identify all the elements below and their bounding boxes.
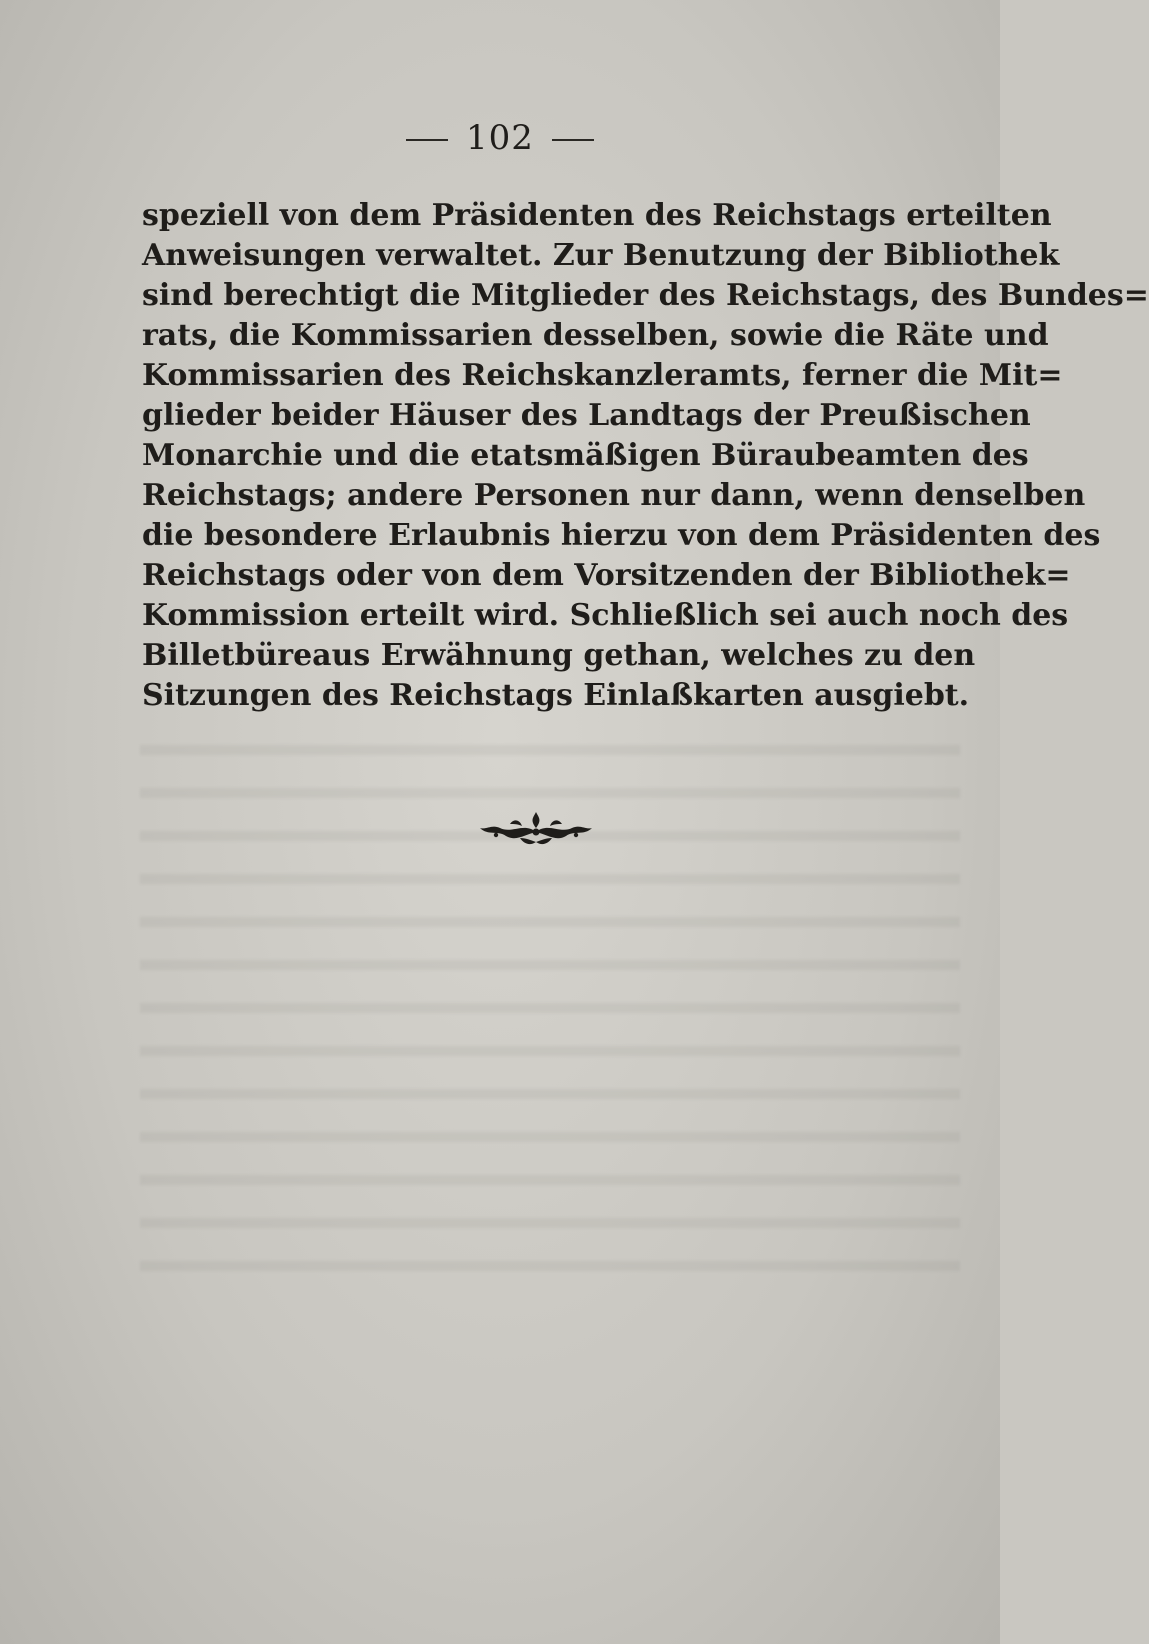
page-number bbox=[0, 118, 1000, 158]
dash-left bbox=[406, 139, 448, 141]
floral-vignette-icon bbox=[476, 808, 596, 850]
text-line: sind berechtigt die Mitglieder des Reichstags, des Bundes= bbox=[142, 278, 1149, 313]
text-line: Anweisungen verwaltet. Zur Benutzung der Bibliothek bbox=[142, 238, 1060, 273]
text-line: Reichstags oder von dem Vorsitzenden der Bibliothek= bbox=[142, 558, 1071, 593]
text-line: rats, die Kommissarien desselben, sowie die Räte und bbox=[142, 318, 1049, 353]
text-line: Sitzungen des Reichstags Einlaßkarten ausgiebt. bbox=[142, 678, 970, 713]
text-line: Reichstags; andere Personen nur dann, wenn denselben bbox=[142, 478, 1086, 513]
text-line: Kommission erteilt wird. Schließlich sei auch noch des bbox=[142, 598, 1069, 633]
text-line: die besondere Erlaubnis hierzu von dem Präsidenten des bbox=[142, 518, 1101, 553]
body-paragraph bbox=[142, 196, 1149, 716]
show-through-text bbox=[140, 720, 960, 1300]
dash-right bbox=[552, 139, 594, 141]
page-number-value: 102 bbox=[466, 118, 534, 158]
text-line: Monarchie und die etatsmäßigen Büraubeamten des bbox=[142, 438, 1029, 473]
text-line: Billetbüreaus Erwähnung gethan, welches zu den bbox=[142, 638, 976, 673]
text-line: glieder beider Häuser des Landtags der Preußischen bbox=[142, 398, 1031, 433]
text-line: Kommissarien des Reichskanzleramts, ferner die Mit= bbox=[142, 358, 1063, 393]
text-line: speziell von dem Präsidenten des Reichstags erteilten bbox=[142, 198, 1052, 233]
